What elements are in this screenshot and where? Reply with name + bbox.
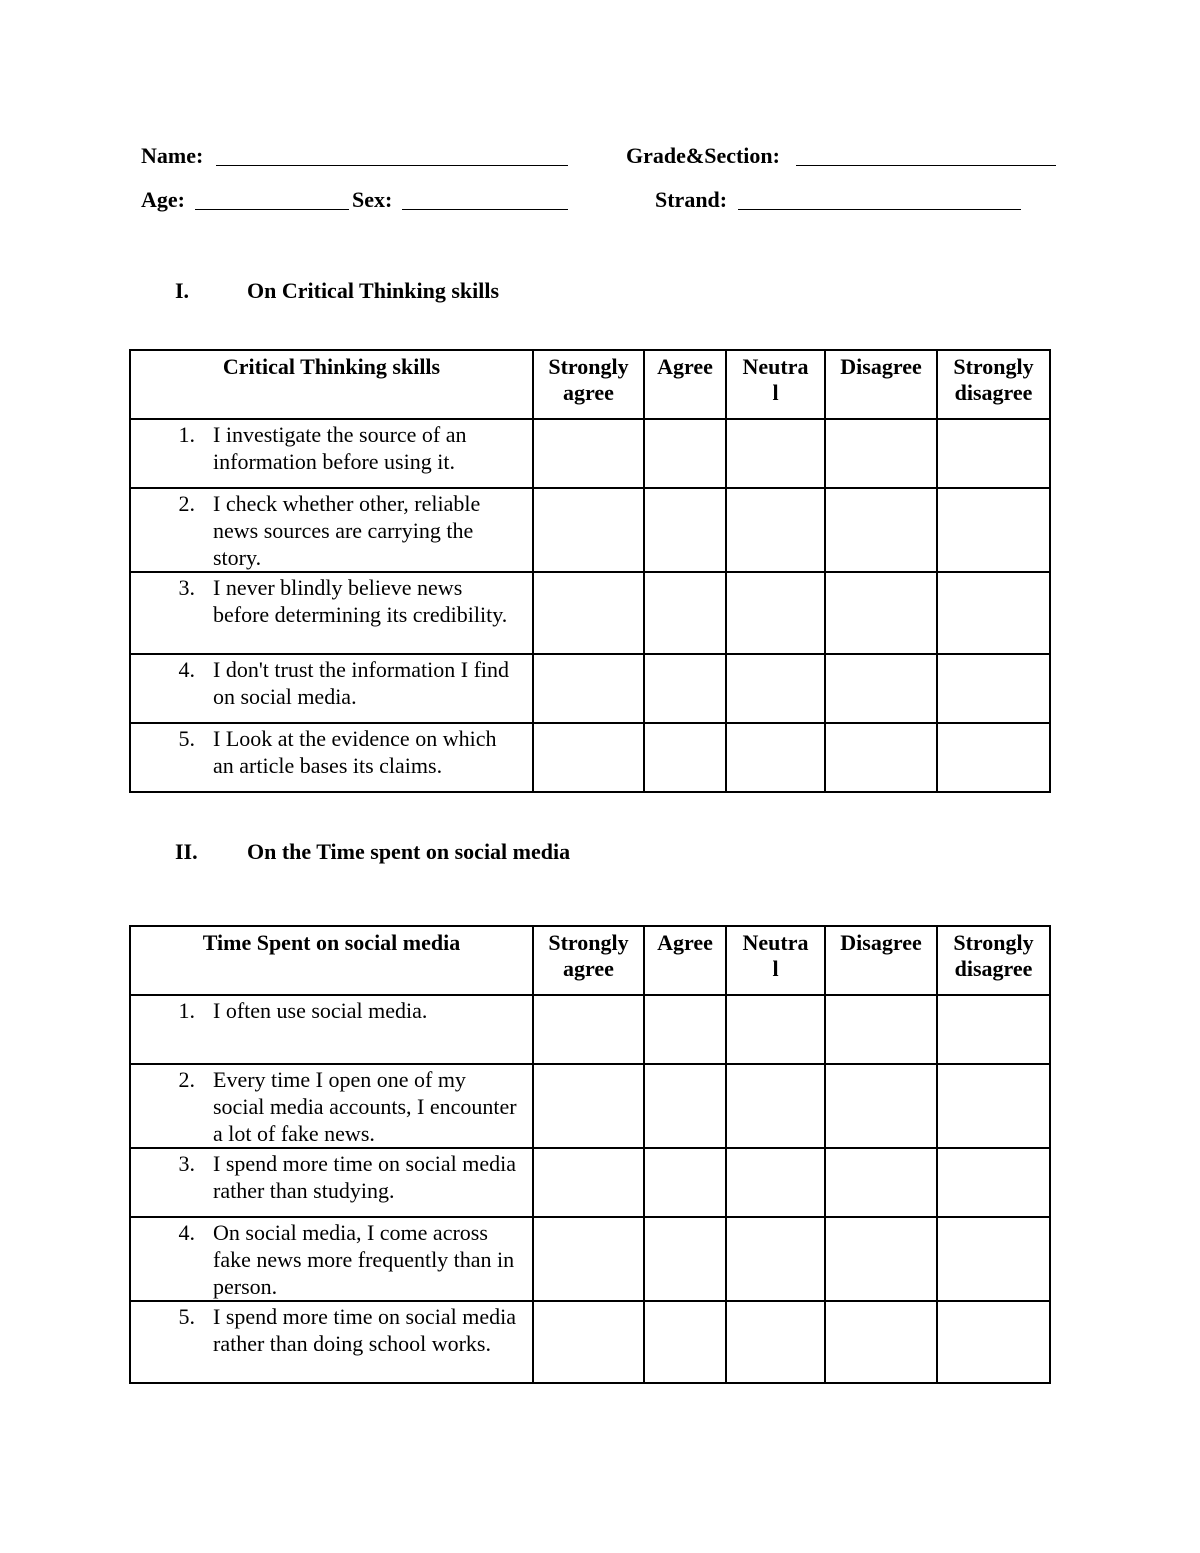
statement-cell (130, 1064, 533, 1148)
grade-section-label: Grade&Section: (626, 143, 780, 168)
item-text: I check whether other, reliable news sources are carrying the story. (213, 491, 481, 570)
response-disagree[interactable] (825, 1148, 937, 1217)
table-row (130, 1064, 1050, 1148)
column-header-agree: Agree (644, 350, 726, 419)
response-neutral[interactable] (726, 1301, 825, 1383)
statement-cell (130, 723, 533, 792)
item-text: I don't trust the information I find on social media. (213, 657, 510, 709)
strand-label: Strand: (655, 187, 728, 212)
item-text: I Look at the evidence on which an article bases its claims. (213, 726, 497, 778)
section-2-numeral: II. (175, 839, 198, 864)
item-text: Every time I open one of my social media accounts, I encounter a lot of fake news. (213, 1067, 517, 1146)
sex-field[interactable] (402, 209, 568, 210)
statement-cell (130, 995, 533, 1064)
item-number: 5. (178, 726, 195, 751)
sex-label: Sex: (352, 187, 393, 212)
column-header-neutral: Neutra l (726, 350, 825, 419)
response-strongly-disagree[interactable] (937, 419, 1050, 488)
response-strongly-agree[interactable] (533, 572, 644, 654)
column-header-neutral: Neutra l (726, 926, 825, 995)
response-strongly-agree[interactable] (533, 488, 644, 572)
response-strongly-disagree[interactable] (937, 1148, 1050, 1217)
response-strongly-disagree[interactable] (937, 723, 1050, 792)
section-1-numeral: I. (175, 278, 190, 303)
item-text: I often use social media. (213, 998, 428, 1023)
item-number: 3. (178, 1151, 195, 1176)
item-number: 2. (178, 491, 195, 516)
name-label: Name: (141, 143, 204, 168)
item-text: I spend more time on social media rather than studying. (213, 1151, 517, 1203)
response-neutral[interactable] (726, 723, 825, 792)
table-row (130, 654, 1050, 723)
response-neutral[interactable] (726, 995, 825, 1064)
statement-cell (130, 1217, 533, 1301)
statement-cell (130, 1148, 533, 1217)
column-header-statement: Critical Thinking skills (130, 350, 533, 419)
response-strongly-disagree[interactable] (937, 1301, 1050, 1383)
response-disagree[interactable] (825, 723, 937, 792)
response-strongly-agree[interactable] (533, 723, 644, 792)
response-strongly-agree[interactable] (533, 654, 644, 723)
response-strongly-agree[interactable] (533, 1148, 644, 1217)
grade-section-field[interactable] (796, 165, 1056, 166)
response-strongly-disagree[interactable] (937, 654, 1050, 723)
response-disagree[interactable] (825, 1301, 937, 1383)
statement-cell (130, 419, 533, 488)
table-row (130, 488, 1050, 572)
response-agree[interactable] (644, 1301, 726, 1383)
item-text: I spend more time on social media rather than doing school works. (213, 1304, 517, 1356)
table-row (130, 723, 1050, 792)
section-1-title: On Critical Thinking skills (247, 278, 500, 303)
item-number: 3. (178, 575, 195, 600)
response-neutral[interactable] (726, 419, 825, 488)
response-strongly-disagree[interactable] (937, 572, 1050, 654)
response-neutral[interactable] (726, 1217, 825, 1301)
response-disagree[interactable] (825, 1064, 937, 1148)
response-neutral[interactable] (726, 654, 825, 723)
response-disagree[interactable] (825, 488, 937, 572)
section-2-title: On the Time spent on social media (247, 839, 571, 864)
response-agree[interactable] (644, 488, 726, 572)
item-number: 4. (178, 1220, 195, 1245)
column-header-strongly-disagree: Strongly disagree (937, 926, 1050, 995)
name-field[interactable] (216, 165, 568, 166)
response-agree[interactable] (644, 723, 726, 792)
response-agree[interactable] (644, 1148, 726, 1217)
response-neutral[interactable] (726, 572, 825, 654)
response-strongly-agree[interactable] (533, 419, 644, 488)
response-strongly-disagree[interactable] (937, 488, 1050, 572)
table-header-row (130, 926, 1050, 995)
age-field[interactable] (195, 209, 349, 210)
item-number: 1. (178, 998, 195, 1023)
response-strongly-disagree[interactable] (937, 1064, 1050, 1148)
strand-field[interactable] (738, 209, 1021, 210)
table-row (130, 419, 1050, 488)
response-agree[interactable] (644, 572, 726, 654)
table-row (130, 1301, 1050, 1383)
time-spent-table (129, 925, 1051, 1384)
statement-cell (130, 1301, 533, 1383)
response-neutral[interactable] (726, 1148, 825, 1217)
item-text: On social media, I come across fake news more frequently than in person. (213, 1220, 515, 1299)
column-header-disagree: Disagree (825, 926, 937, 995)
column-header-statement: Time Spent on social media (130, 926, 533, 995)
response-disagree[interactable] (825, 572, 937, 654)
item-number: 1. (178, 422, 195, 447)
table-header-row (130, 350, 1050, 419)
response-strongly-disagree[interactable] (937, 1217, 1050, 1301)
response-strongly-agree[interactable] (533, 1217, 644, 1301)
response-strongly-agree[interactable] (533, 1301, 644, 1383)
response-strongly-agree[interactable] (533, 995, 644, 1064)
statement-cell (130, 654, 533, 723)
response-disagree[interactable] (825, 654, 937, 723)
statement-cell (130, 572, 533, 654)
column-header-disagree: Disagree (825, 350, 937, 419)
item-number: 2. (178, 1067, 195, 1092)
table-row (130, 1217, 1050, 1301)
table-row (130, 572, 1050, 654)
response-agree[interactable] (644, 1064, 726, 1148)
response-disagree[interactable] (825, 1217, 937, 1301)
response-agree[interactable] (644, 995, 726, 1064)
column-header-strongly-agree: Strongly agree (533, 926, 644, 995)
item-number: 5. (178, 1304, 195, 1329)
response-agree[interactable] (644, 654, 726, 723)
response-agree[interactable] (644, 419, 726, 488)
item-number: 4. (178, 657, 195, 682)
age-label: Age: (141, 187, 185, 212)
column-header-agree: Agree (644, 926, 726, 995)
response-neutral[interactable] (726, 1064, 825, 1148)
item-text: I investigate the source of an information before using it. (213, 422, 467, 474)
column-header-strongly-agree: Strongly agree (533, 350, 644, 419)
table-row (130, 995, 1050, 1064)
response-disagree[interactable] (825, 995, 937, 1064)
critical-thinking-table (129, 349, 1051, 793)
response-strongly-agree[interactable] (533, 1064, 644, 1148)
response-neutral[interactable] (726, 488, 825, 572)
item-text: I never blindly believe news before determining its credibility. (213, 575, 508, 627)
column-header-strongly-disagree: Strongly disagree (937, 350, 1050, 419)
statement-cell (130, 488, 533, 572)
table-row (130, 1148, 1050, 1217)
response-agree[interactable] (644, 1217, 726, 1301)
response-strongly-disagree[interactable] (937, 995, 1050, 1064)
response-disagree[interactable] (825, 419, 937, 488)
